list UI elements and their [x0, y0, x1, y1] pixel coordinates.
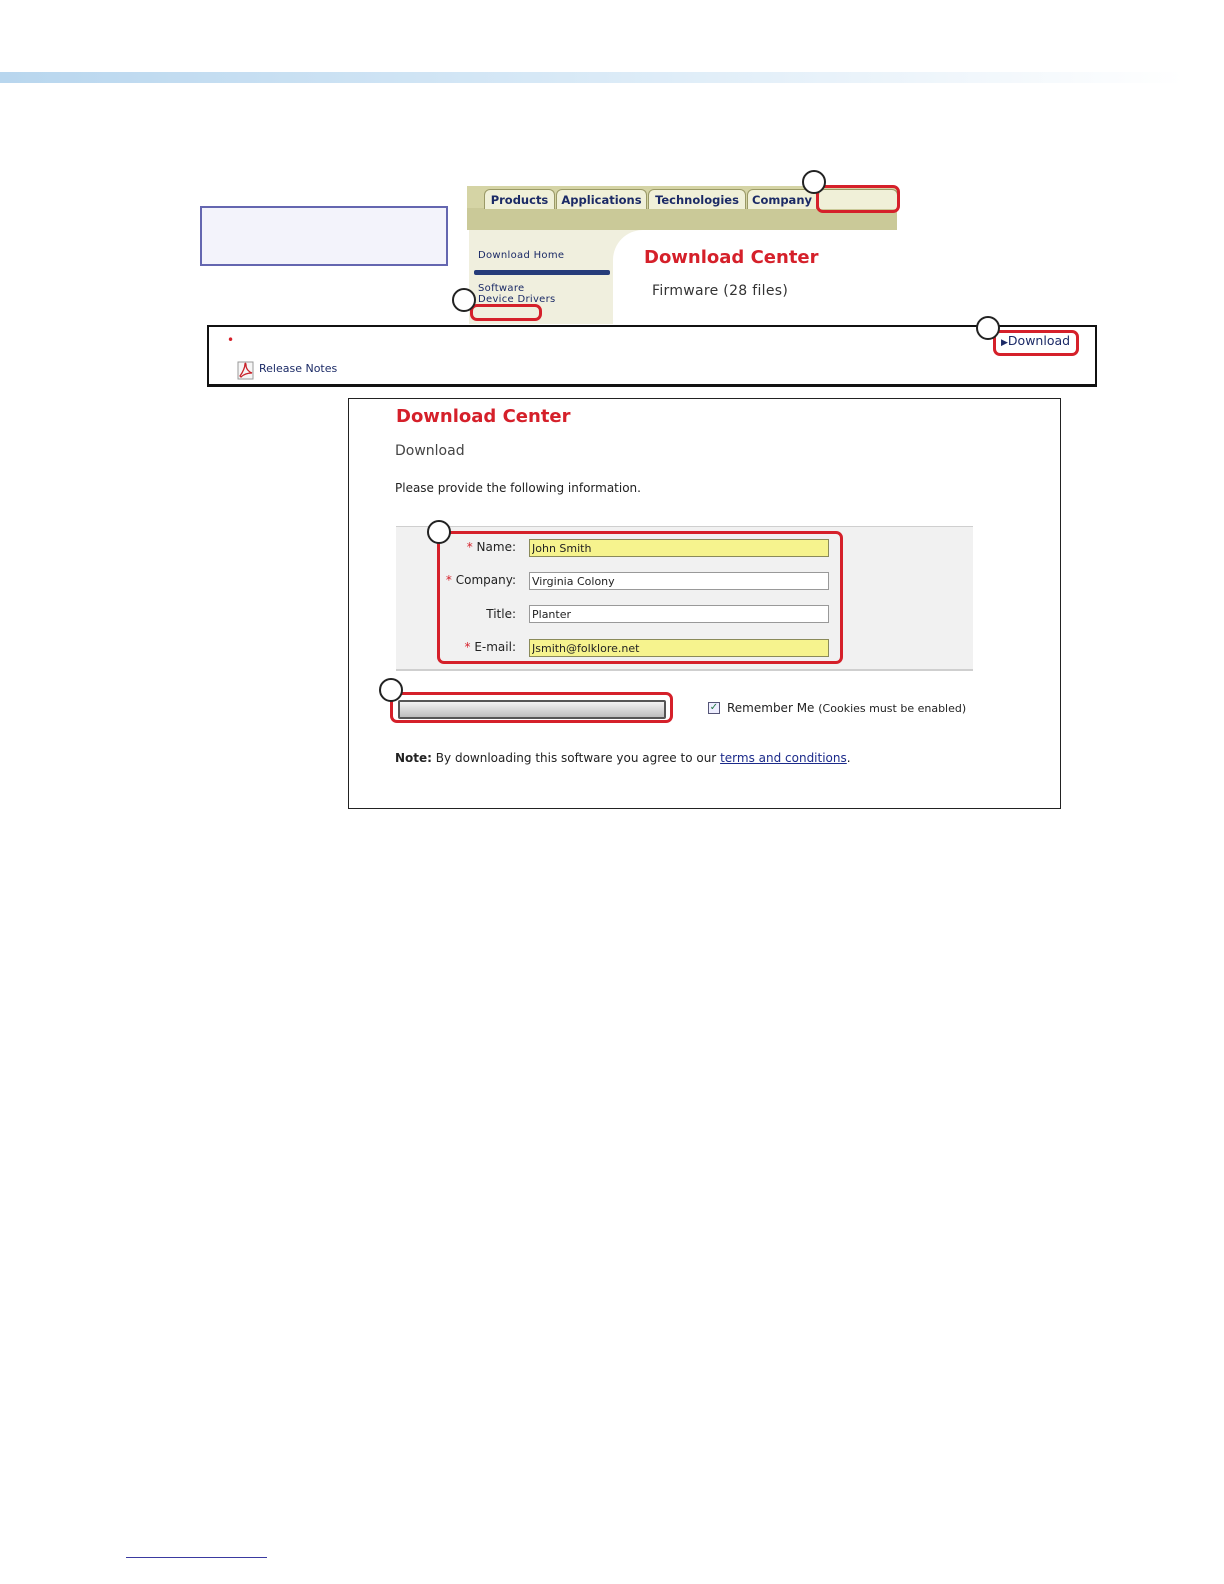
required-mark: *	[466, 540, 473, 554]
footer-link-underline	[126, 1557, 267, 1558]
terms-note	[395, 751, 851, 765]
remember-me-text: Remember Me	[727, 701, 815, 715]
tab-company[interactable]: Company	[747, 189, 817, 209]
required-mark: *	[445, 573, 452, 587]
download-link-label: Download	[1007, 333, 1071, 348]
triangle-right-icon: ▶	[1001, 338, 1008, 348]
tab-technologies[interactable]: Technologies	[648, 189, 746, 209]
step-marker-circle	[379, 678, 403, 702]
step-marker-circle	[802, 170, 826, 194]
sidebar-item-device-drivers[interactable]: Device Drivers	[478, 294, 556, 305]
step-marker-circle	[976, 316, 1000, 340]
pdf-icon	[237, 361, 255, 380]
email-label-text: E-mail:	[474, 640, 516, 654]
page-title: Download Center	[644, 247, 819, 268]
note-text: By downloading this software you agree to our	[435, 751, 717, 765]
remember-me-label	[727, 701, 966, 715]
tab-applications[interactable]: Applications	[556, 189, 647, 209]
callout-highlight-sidebar	[470, 304, 542, 321]
callout-highlight-form	[437, 531, 843, 664]
sidebar-item-software[interactable]: Software	[478, 283, 525, 294]
remember-me-note: (Cookies must be enabled)	[818, 702, 967, 715]
terms-link[interactable]: terms and conditions	[720, 751, 847, 765]
note-end: .	[846, 751, 851, 765]
company-label-text: Company:	[455, 573, 516, 587]
header-gradient-bar	[0, 72, 1184, 83]
remember-me-checkbox[interactable]: ✓	[709, 702, 719, 713]
firmware-row	[207, 325, 1097, 387]
page-subtitle: Firmware (28 files)	[652, 283, 789, 299]
dialog-instructions: Please provide the following information.	[395, 481, 641, 495]
bullet: •	[227, 333, 235, 347]
callout-highlight-download	[993, 330, 1079, 356]
callout-highlight-button	[390, 692, 673, 723]
step-marker-circle	[452, 288, 476, 312]
dialog-subtitle: Download	[395, 443, 465, 459]
step-marker-circle	[427, 520, 451, 544]
release-notes-link[interactable]: Release Notes	[259, 362, 338, 375]
callout-box	[200, 206, 448, 266]
name-label-text: Name:	[476, 540, 516, 554]
dialog-title: Download Center	[396, 406, 571, 427]
note-label: Note:	[395, 751, 432, 765]
sidebar-item-download-home[interactable]: Download Home	[478, 250, 565, 261]
callout-highlight-tab	[816, 185, 900, 213]
tab-products[interactable]: Products	[484, 189, 555, 209]
required-mark: *	[464, 640, 471, 654]
sidebar-divider	[474, 270, 610, 275]
title-label-text: Title:	[486, 607, 516, 621]
